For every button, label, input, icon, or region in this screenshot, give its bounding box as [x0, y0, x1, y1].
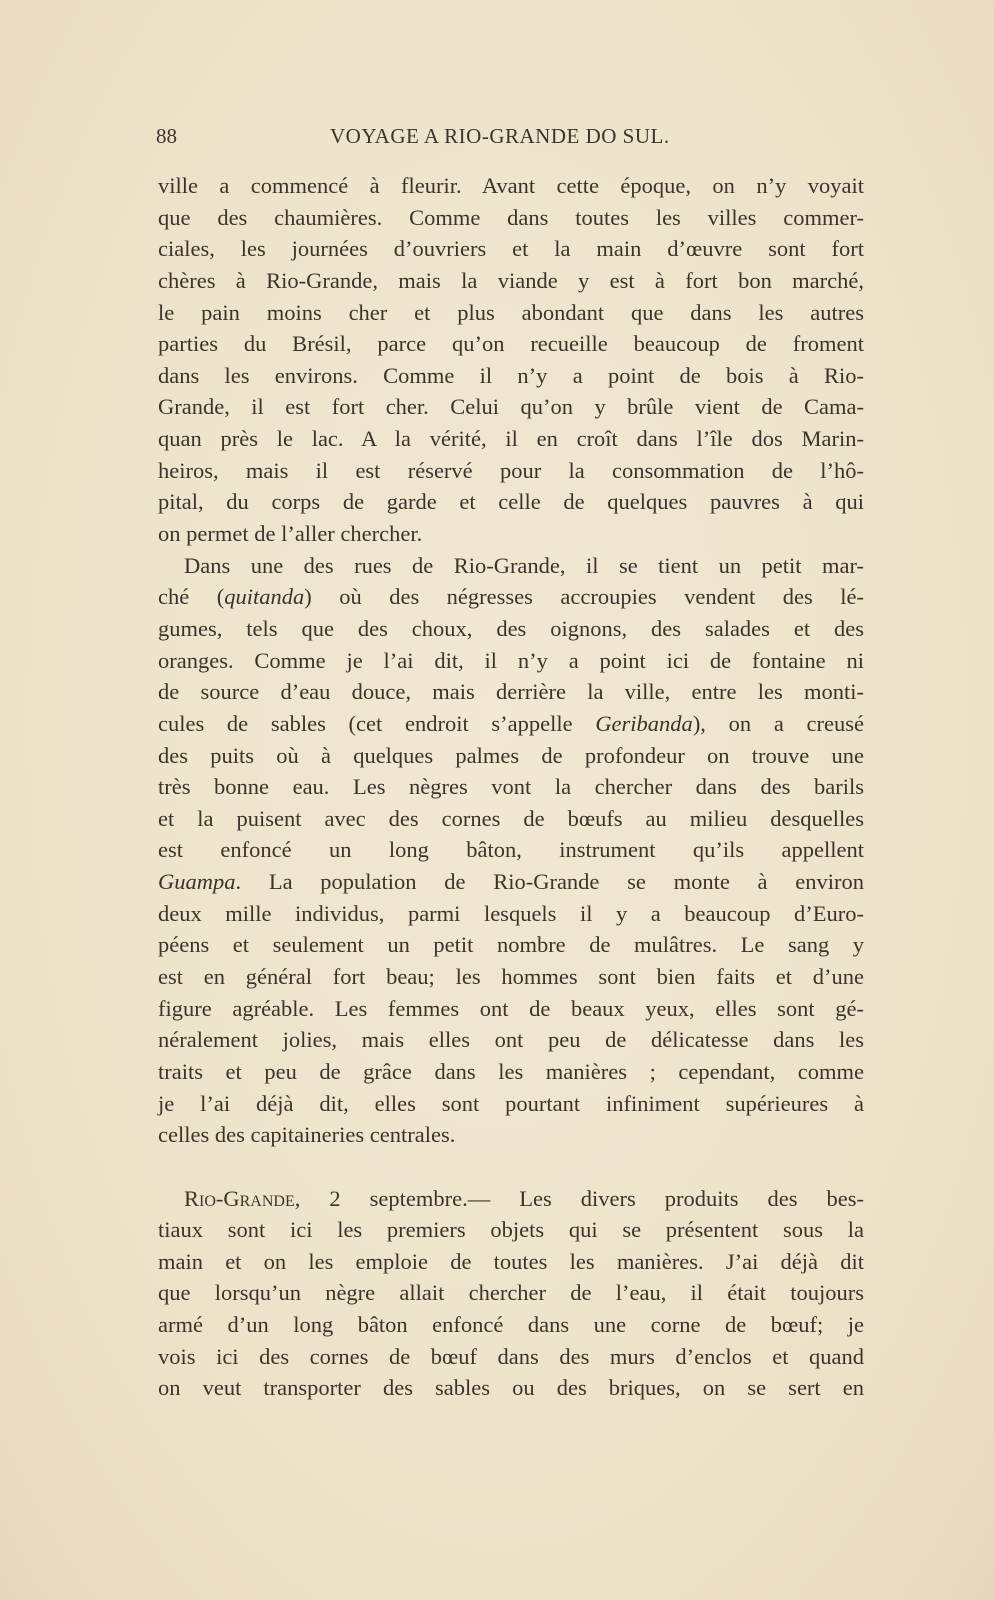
text-segment: le pain moins cher et plus abondant que dans les autres — [158, 299, 864, 325]
text-line — [158, 486, 864, 518]
text-line — [158, 1214, 864, 1246]
text-line — [158, 929, 864, 961]
text-line — [158, 202, 864, 234]
text-segment: heiros, mais il est réservé pour la consommation de l’hô- — [158, 457, 864, 483]
text-line — [158, 676, 864, 708]
text-line — [158, 803, 864, 835]
text-line — [158, 834, 864, 866]
text-segment: que des chaumières. Comme dans toutes les villes commer- — [158, 204, 864, 230]
text-segment: armé d’un long bâton enfoncé dans une corne de bœuf; je — [158, 1312, 864, 1338]
blank-line — [158, 1151, 864, 1183]
text-segment: très bonne eau. Les nègres vont la chercher dans des barils — [158, 774, 864, 800]
text-segment: je l’ai déjà dit, elles sont pourtant infiniment supérieures à — [158, 1090, 864, 1116]
text-segment: ), on a creusé — [692, 710, 864, 736]
text-line — [158, 518, 864, 550]
text-line — [158, 771, 864, 803]
text-line — [158, 550, 864, 582]
text-line — [158, 1277, 864, 1309]
text-segment: traits et peu de grâce dans les manières ; cependant, comme — [158, 1058, 864, 1084]
text-segment: deux mille individus, parmi lesquels il y a beaucoup d’Euro- — [158, 900, 864, 926]
text-line — [158, 297, 864, 329]
body-text — [158, 170, 864, 1404]
text-segment: cules de sables (cet endroit s’appelle — [158, 710, 596, 736]
text-line — [158, 613, 864, 645]
text-line — [158, 740, 864, 772]
text-line — [158, 1024, 864, 1056]
text-segment: oranges. Comme je l’ai dit, il n’y a point ici de fontaine ni — [158, 647, 864, 673]
text-line — [158, 708, 864, 740]
text-line — [158, 645, 864, 677]
text-segment: on veut transporter des sables ou des briques, on se sert en — [158, 1375, 864, 1401]
italic-term: quitanda — [224, 584, 305, 610]
italic-term: Geribanda — [595, 710, 693, 736]
text-segment: tiaux sont ici les premiers objets qui se présentent sous la — [158, 1217, 864, 1243]
text-segment: celles des capitaineries centrales. — [158, 1122, 456, 1148]
text-segment: quan près le lac. A la vérité, il en croît dans l’île dos Marin- — [158, 426, 864, 452]
text-segment: pital, du corps de garde et celle de quelques pauvres à qui — [158, 489, 864, 515]
text-line — [158, 170, 864, 202]
text-segment: ) où des négresses accroupies vendent des lé- — [304, 584, 865, 610]
text-segment: des puits où à quelques palmes de profondeur on trouve une — [158, 742, 864, 768]
text-line — [158, 1119, 864, 1151]
text-line — [158, 898, 864, 930]
text-segment: , 2 septembre.— Les divers produits des bes- — [294, 1185, 864, 1211]
text-line — [158, 423, 864, 455]
text-segment: gumes, tels que des choux, des oignons, des salades et des — [158, 615, 864, 641]
text-segment: que lorsqu’un nègre allait chercher de l’eau, il était toujours — [158, 1280, 864, 1306]
text-line — [158, 1088, 864, 1120]
text-segment: ville a commencé à fleurir. Avant cette époque, on n’y voyait — [158, 173, 864, 198]
text-segment: ché ( — [158, 584, 225, 610]
text-line — [158, 328, 864, 360]
small-caps-place: Rio-Grande — [184, 1185, 295, 1211]
text-segment: est enfoncé un long bâton, instrument qu’ils appellent — [158, 837, 864, 863]
text-segment: main et on les emploie de toutes les manières. J’ai déjà dit — [158, 1248, 864, 1274]
text-segment: parties du Brésil, parce qu’on recueille beaucoup de froment — [158, 331, 864, 357]
text-line — [158, 1372, 864, 1404]
text-segment: péens et seulement un petit nombre de mulâtres. Le sang y — [158, 932, 864, 958]
text-line — [158, 1246, 864, 1278]
text-segment: on permet de l’aller chercher. — [158, 521, 423, 547]
text-segment: est en général fort beau; les hommes sont bien faits et d’une — [158, 964, 864, 990]
text-line — [158, 866, 864, 898]
italic-term: Guampa — [158, 869, 236, 895]
text-line — [158, 993, 864, 1025]
text-segment: Grande, il est fort cher. Celui qu’on y brûle vient de Cama- — [158, 394, 864, 420]
text-line — [158, 1056, 864, 1088]
page-number: 88 — [156, 124, 177, 148]
text-line — [158, 233, 864, 265]
text-segment: dans les environs. Comme il n’y a point de bois à Rio- — [158, 362, 864, 388]
text-line — [158, 455, 864, 487]
text-line — [158, 961, 864, 993]
text-line — [158, 1309, 864, 1341]
text-segment: de source d’eau douce, mais derrière la ville, entre les monti- — [158, 679, 864, 705]
text-line — [158, 265, 864, 297]
text-line — [158, 360, 864, 392]
text-segment: néralement jolies, mais elles ont peu de délicatesse dans les — [158, 1027, 864, 1053]
text-segment: et la puisent avec des cornes de bœufs au milieu desquelles — [158, 805, 864, 831]
text-line — [158, 391, 864, 423]
text-segment: chères à Rio-Grande, mais la viande y est à fort bon marché, — [158, 267, 864, 293]
text-segment: vois ici des cornes de bœuf dans des murs d’enclos et quand — [158, 1343, 864, 1369]
running-title: VOYAGE A RIO-GRANDE DO SUL. — [330, 124, 670, 148]
text-segment: figure agréable. Les femmes ont de beaux yeux, elles sont gé- — [158, 995, 864, 1021]
text-line — [158, 1341, 864, 1373]
text-segment: ciales, les journées d’ouvriers et la main d’œuvre sont fort — [158, 236, 864, 262]
text-segment: . La population de Rio-Grande se monte à environ — [235, 869, 864, 895]
text-line — [158, 581, 864, 613]
text-line — [158, 1183, 864, 1215]
text-segment: Dans une des rues de Rio-Grande, il se tient un petit mar- — [184, 552, 864, 578]
